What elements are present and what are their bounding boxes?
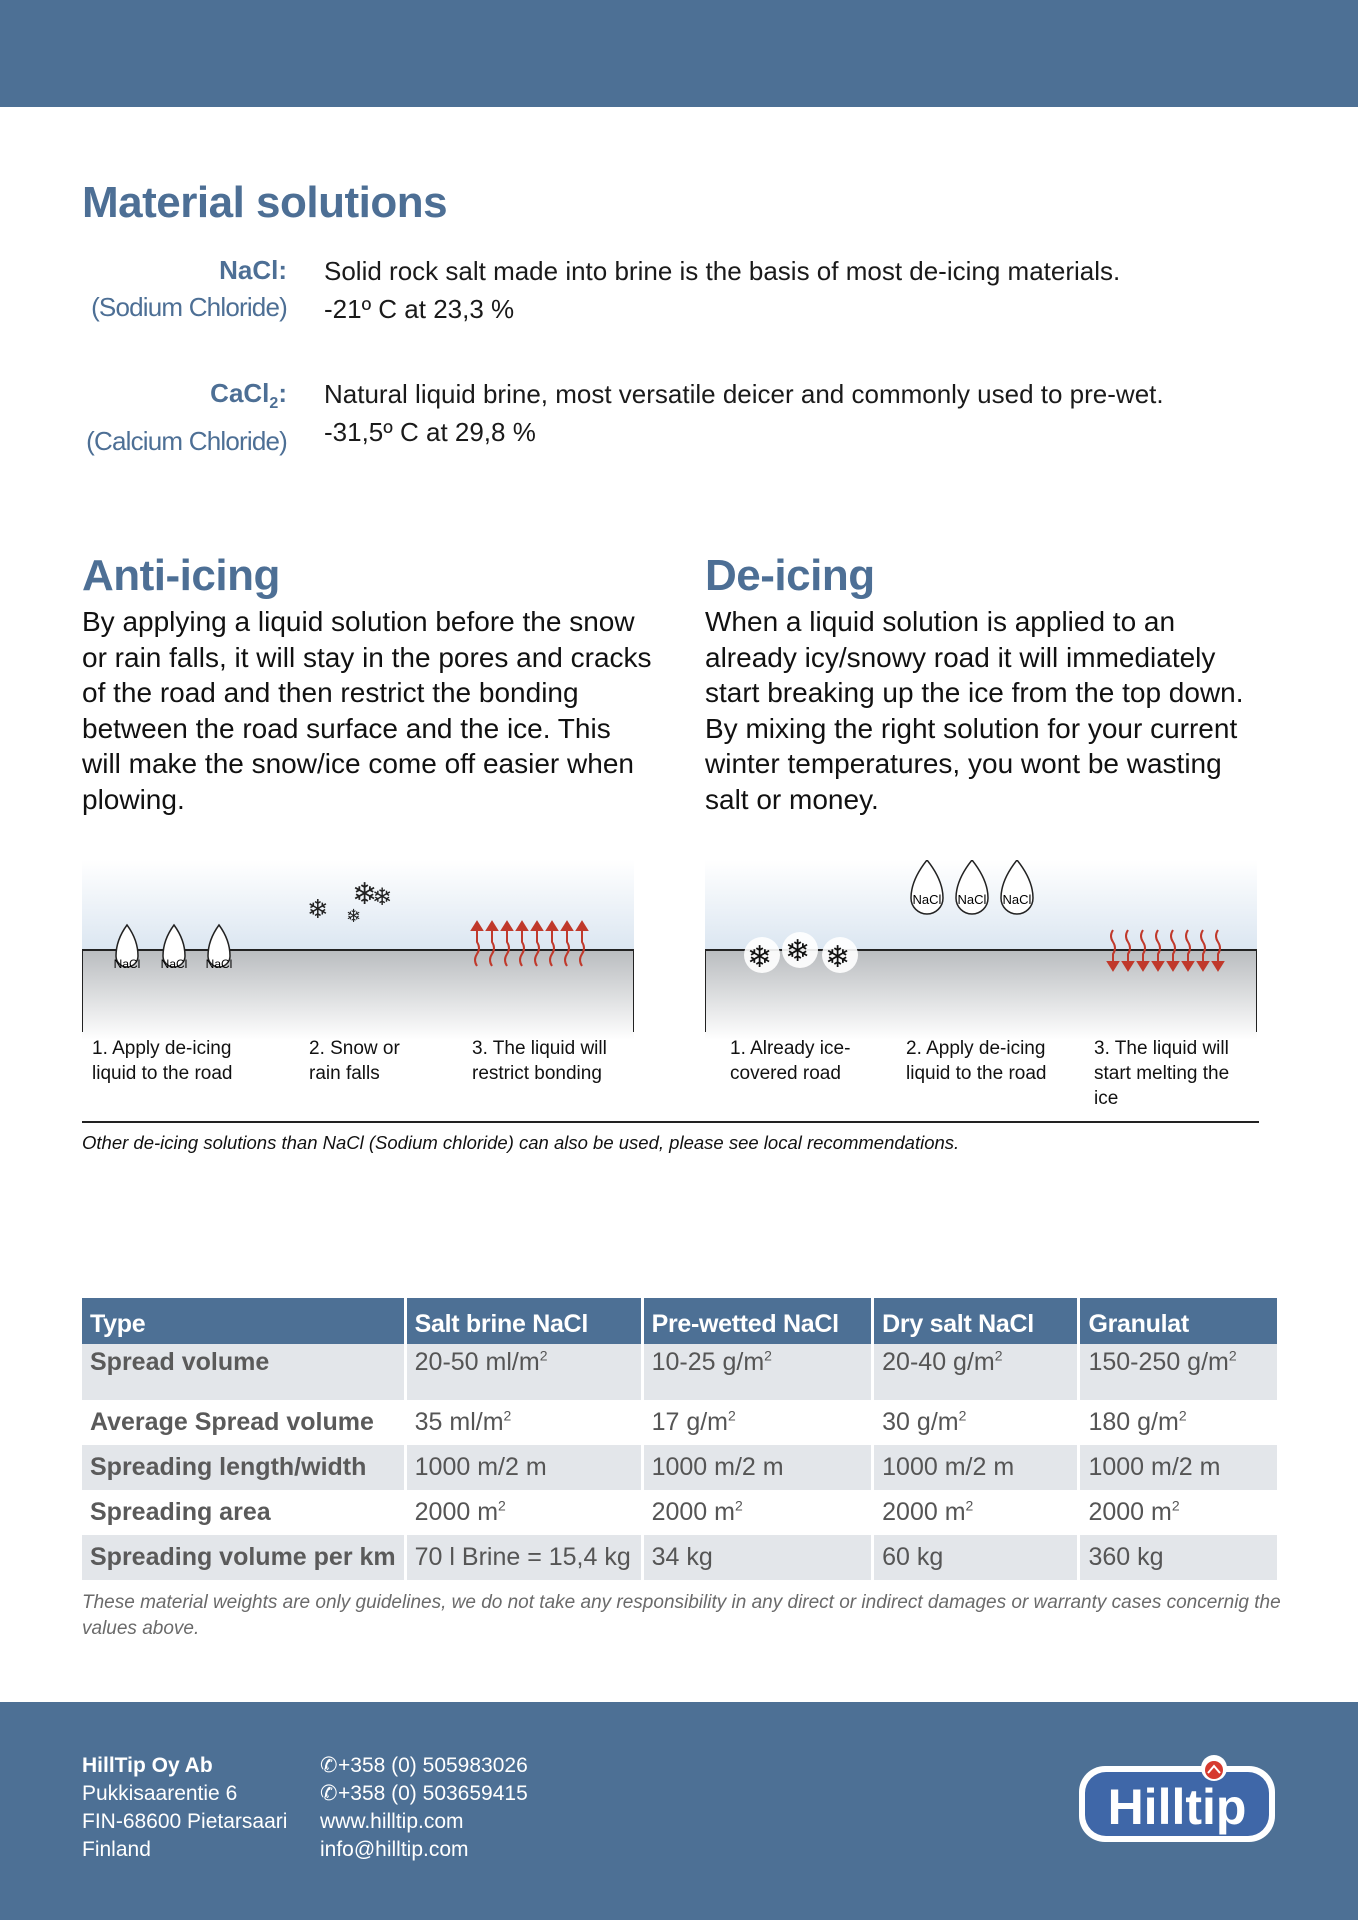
table-row (82, 1400, 1277, 1445)
svg-text:❄: ❄ (372, 883, 393, 911)
de-icing-section (705, 548, 1265, 817)
anti-icing-heading: Anti-icing (82, 551, 280, 600)
table-cell: 2000 $m^2$ (405, 1490, 642, 1535)
solutions-note: Other de-icing solutions than NaCl (Sodium chloride) can also be used, please see local recommendations. (82, 1132, 960, 1153)
company-name: HillTip Oy Ab (82, 1754, 213, 1777)
material-description: Solid rock salt made into brine is the basis of most de-icing materials. -21º C at 23,3 % (324, 256, 1121, 324)
address-city: FIN-68600 Pietarsaari (82, 1810, 288, 1833)
table-cell: 17 $g/m^2$ (642, 1400, 873, 1445)
table-cell: 2000 $m^2$ (1088, 1497, 1180, 1526)
table-header: Granulat (1079, 1298, 1277, 1344)
table-header: Salt brine NaCl (405, 1298, 642, 1344)
diagram-caption: 1. Apply de-icing liquid to the road (92, 1038, 233, 1084)
website-link[interactable]: www.hilltip.com (320, 1810, 464, 1833)
hilltip-logo (1077, 1754, 1277, 1844)
svg-text:NaCl: NaCl (205, 957, 233, 971)
svg-text:❄: ❄ (747, 940, 773, 975)
svg-text:NaCl: NaCl (113, 957, 141, 971)
material-description: Natural liquid brine, most versatile deicer and commonly used to pre-wet. -31,5º C at 29,8 % (324, 379, 1164, 447)
table-header-row (82, 1298, 1277, 1344)
address-country: Finland (82, 1838, 151, 1861)
email-link[interactable]: info@hilltip.com (320, 1838, 469, 1861)
table-cell: 34 kg (642, 1535, 873, 1580)
table-cell: 1000 m/2 m (873, 1445, 1079, 1490)
phone-number[interactable]: +358 (0) 505983026 (338, 1754, 528, 1777)
footer-address (82, 1752, 287, 1864)
svg-text:❄: ❄ (352, 877, 378, 912)
anti-icing-diagram (82, 860, 634, 1100)
table-cell: 2000 $m^2$ (873, 1490, 1079, 1535)
diagram-caption: 3. The liquid will restrict bonding (472, 1038, 607, 1084)
footer-contact (320, 1752, 528, 1864)
address-street: Pukkisaarentie 6 (82, 1782, 238, 1805)
de-icing-diagram (705, 860, 1257, 1109)
svg-text:NaCl: NaCl (957, 892, 987, 907)
table-cell: 1000 m/2 m (1079, 1445, 1277, 1490)
phone-number[interactable]: +358 (0) 503659415 (338, 1782, 528, 1805)
table-cell: 360 kg (1079, 1535, 1277, 1580)
anti-icing-body: By applying a liquid solution before the snow or rain falls, it will stay in the pores and cracks of the road and then restrict the bonding between the road surface and the ice. This will make the snow/ice come off easier when plowing. (82, 606, 652, 815)
material-symbol: CaCl$_2$: (210, 378, 287, 413)
page-title: Material solutions (82, 178, 448, 227)
material-name: (Sodium Chloride) (91, 292, 287, 322)
table-header: Dry salt NaCl (873, 1298, 1079, 1344)
table-header: Pre-wetted NaCl (642, 1298, 873, 1344)
material-symbol: NaCl: (219, 255, 287, 285)
table-cell: 1000 m/2 m (642, 1445, 873, 1490)
svg-text:❄: ❄ (825, 940, 851, 975)
table-header: Type (82, 1298, 405, 1344)
de-icing-illustration (705, 860, 1257, 1040)
row-label: Spreading volume per km (82, 1535, 405, 1580)
svg-text:NaCl: NaCl (1002, 892, 1032, 907)
row-label: Spread volume (82, 1344, 405, 1400)
row-label: Average Spread volume (82, 1400, 405, 1445)
svg-text:Hilltip: Hilltip (1107, 1779, 1247, 1835)
anti-icing-section (82, 548, 652, 817)
table-cell: 10-25 $g/m^2$ (642, 1344, 873, 1400)
row-label: Spreading length/width (82, 1445, 405, 1490)
table-row (82, 1344, 1277, 1400)
table-cell: 2000 $m^2$ (642, 1490, 873, 1535)
table-cell: 70 l Brine = 15,4 kg (405, 1535, 642, 1580)
de-icing-body: When a liquid solution is applied to an already icy/snowy road it will immediately start breaking up the ice from the top down. By mixing the right solution for your current winter temperatures, you wont be wasting salt or money. (705, 606, 1244, 815)
svg-text:❄: ❄ (346, 906, 362, 927)
table-cell: 1000 m/2 m (405, 1445, 642, 1490)
svg-text:❄: ❄ (785, 934, 811, 969)
svg-text:NaCl: NaCl (160, 957, 188, 971)
anti-icing-illustration (82, 860, 634, 1040)
phone-icon: ✆ (320, 1782, 338, 1805)
table-cell: 150-250 $g/m^2$ (1079, 1344, 1277, 1400)
diagram-caption: 1. Already ice- covered road (730, 1038, 851, 1084)
svg-text:❄: ❄ (307, 895, 329, 925)
material-table (82, 1298, 1277, 1580)
phone-icon: ✆ (320, 1754, 338, 1777)
table-cell: 35 $ml/m^2$ (405, 1400, 642, 1445)
footer (0, 1702, 1358, 1920)
disclaimer-note: These material weights are only guidelines, we do not take any responsibility in any direct or indirect damages or warranty cases concernig the values above. (82, 1592, 1281, 1639)
diagram-caption: 2. Apply de-icing liquid to the road (906, 1038, 1047, 1084)
diagram-caption: 2. Snow or rain falls (309, 1038, 400, 1084)
divider (82, 1121, 1259, 1123)
table-cell: 30 $g/m^2$ (873, 1400, 1079, 1445)
table-row (82, 1535, 1277, 1580)
diagram-caption: 3. The liquid will start melting the ice (1094, 1038, 1230, 1109)
table-cell: 20-50 $ml/m^2$ (405, 1344, 642, 1400)
row-label: Spreading area (82, 1490, 405, 1535)
ice-snowflake-icon (744, 932, 858, 975)
top-banner (0, 0, 1358, 107)
table-cell: 60 kg (873, 1535, 1079, 1580)
svg-text:NaCl: NaCl (912, 892, 942, 907)
de-icing-heading: De-icing (705, 551, 875, 600)
table-cell: 20-40 $g/m^2$ (873, 1344, 1079, 1400)
table-row (82, 1445, 1277, 1490)
material-name: (Calcium Chloride) (86, 426, 287, 457)
table-cell: 180 $g/m^2$ (1088, 1407, 1187, 1436)
table-row (82, 1490, 1277, 1535)
